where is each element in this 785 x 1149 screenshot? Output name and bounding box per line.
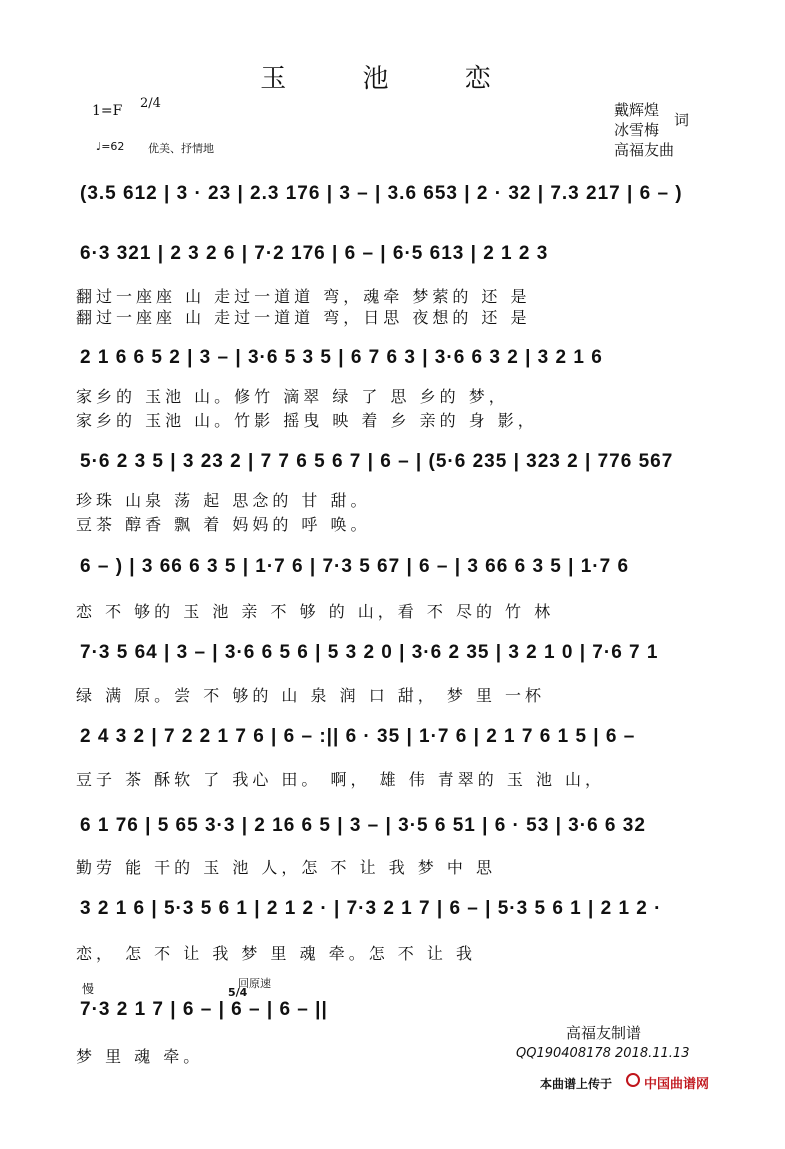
composer: 高福友曲	[614, 141, 675, 159]
lyric-line-3b: 豆茶 醇香 飘 着 妈妈的 呼 唤。	[76, 515, 371, 534]
site-logo-icon	[626, 1073, 640, 1087]
arranger-signature: 高福友制谱	[566, 1024, 642, 1042]
score-line-2	[72, 238, 720, 272]
expression-marking: 优美、抒情地	[148, 142, 214, 155]
score-notes-3: 2 1 6 6 5 2 | 3 – | 3·6 5 3 5 | 6 7 6 3 | 3·6 6 3 2 | 3 2 1 6	[80, 347, 603, 368]
key-signature: 1=F	[92, 103, 123, 119]
score-notes-5: 6 – ) | 3 66 6 3 5 | 1·7 6 | 7·3 5 67 | 6 – | 3 66 6 3 5 | 1·7 6	[80, 556, 630, 577]
score-notes-1: (3.5 612 | 3 · 23 | 2.3 176 | 3 – | 3.6 653 | 2 · 32 | 7.3 217 | 6 – )	[80, 183, 683, 204]
site-brand[interactable]: 中国曲谱网	[644, 1077, 710, 1092]
lyric-line-7: 勤劳 能 干的 玉 池 人，怎 不 让 我 梦 中 思	[76, 858, 496, 877]
score-line-6	[72, 637, 720, 671]
resume-tempo-marking: 回原速	[238, 977, 271, 990]
credits-block	[614, 100, 690, 160]
score-line-9	[72, 893, 720, 927]
score-line-3	[72, 342, 720, 376]
score-line-10	[72, 994, 472, 1028]
lyric-line-2b: 家乡的 玉池 山。竹影 摇曳 映 着 乡 亲的 身 影，	[76, 411, 538, 430]
score-line-8	[72, 810, 720, 844]
lyric-line-2a: 家乡的 玉池 山。修竹 滴翠 绿 了 思 乡的 梦，	[76, 387, 509, 406]
score-notes-7: 2 4 3 2 | 7 2 2 1 7 6 | 6 – :|| 6 · 35 | 1·7 6 | 2 1 7 6 1 5 | 6 –	[80, 726, 636, 747]
score-notes-4: 5·6 2 3 5 | 3 23 2 | 7 7 6 5 6 7 | 6 – | (5·6 235 | 323 2 | 776 567	[80, 451, 674, 472]
lyric-line-3a: 珍珠 山泉 荡 起 思念的 甘 甜。	[76, 491, 371, 510]
lyric-line-1a: 翻过一座座 山 走过一道道 弯，魂牵 梦萦的 还 是	[76, 287, 531, 306]
score-notes-8: 6 1 76 | 5 65 3·3 | 2 16 6 5 | 3 – | 3·5 6 51 | 6 · 53 | 3·6 6 32	[80, 815, 646, 836]
lyric-line-5: 绿 满 原。尝 不 够的 山 泉 润 口 甜， 梦 里 一杯	[76, 686, 546, 705]
score-notes-10: 7·3 2 1 7 | 6 – | 6 – | 6 – ||	[80, 999, 328, 1020]
score-notes-2: 6·3 321 | 2 3 2 6 | 7·2 176 | 6 – | 6·5 613 | 2 1 2 3	[80, 243, 549, 264]
lyric-line-6: 豆子 茶 酥软 了 我心 田。 啊， 雄 伟 青翠的 玉 池 山，	[76, 770, 606, 789]
slow-marking: 慢	[82, 982, 95, 996]
contact-date: QQ190408178 2018.11.13	[516, 1046, 690, 1061]
meter-change: 5/4	[228, 986, 248, 999]
score-notes-6: 7·3 5 64 | 3 – | 3·6 6 5 6 | 5 3 2 0 | 3·6 2 35 | 3 2 1 0 | 7·6 7 1	[80, 642, 659, 663]
lyric-line-8: 恋， 怎 不 让 我 梦 里 魂 牵。怎 不 让 我	[76, 944, 476, 963]
lyricist-2: 冰雪梅	[614, 121, 660, 139]
time-signature-value: 2/4	[140, 96, 161, 111]
score-line-4	[72, 446, 720, 480]
score-line-1	[72, 178, 720, 212]
lyricist-1: 戴辉煌	[614, 101, 660, 119]
time-signature	[140, 97, 161, 110]
lyric-line-9: 梦 里 魂 牵。	[76, 1047, 204, 1066]
song-title: 玉 池 恋	[260, 64, 525, 94]
score-line-7	[72, 721, 720, 755]
tempo-marking: ♩=62	[96, 140, 125, 153]
score-line-5	[72, 551, 720, 585]
lyric-line-1b: 翻过一座座 山 走过一道道 弯，日思 夜想的 还 是	[76, 308, 531, 327]
lyricist-role: 词	[674, 111, 690, 129]
upload-text: 本曲谱上传于	[540, 1077, 613, 1091]
score-notes-9: 3 2 1 6 | 5·3 5 6 1 | 2 1 2 · | 7·3 2 1 7 | 6 – | 5·3 5 6 1 | 2 1 2 ·	[80, 898, 662, 919]
lyric-line-4: 恋 不 够的 玉 池 亲 不 够 的 山，看 不 尽的 竹 林	[76, 602, 555, 621]
